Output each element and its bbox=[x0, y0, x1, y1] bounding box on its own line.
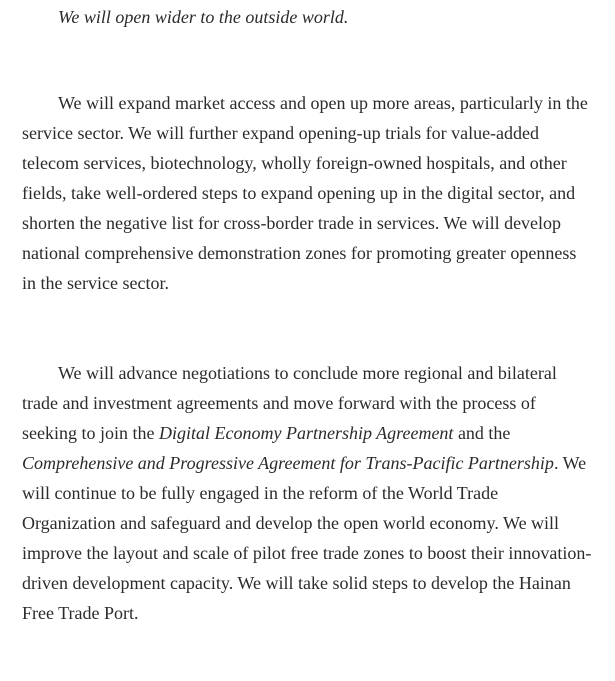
paragraph-text: We will advance negotiations to conclude more regional and bilateral trade and investment agreements and move forward with the process of seeking to join the bbox=[22, 363, 557, 443]
paragraph-trade-agreements bbox=[22, 358, 594, 628]
paragraph-text: . We will continue to be fully engaged in the reform of the World Trade Organization and safeguard and develop the open world economy. We will improve the layout and scale of pilot free trade zones to boost their innovation-driven development capacity. We will take solid steps to develop the Hainan Free Trade Port. bbox=[22, 453, 592, 623]
paragraph-market-access: We will expand market access and open up more areas, particularly in the service sector. We will further expand opening-up trials for value-added telecom services, biotechnology, wholly foreign-owned hospitals, and other fields, take well-ordered steps to expand opening up in the digital sector, and shorten the negative list for cross-border trade in services. We will develop national comprehensive demonstration zones for promoting greater openness in the service sector. bbox=[22, 93, 588, 293]
agreement-title-depa: Digital Economy Partnership Agreement bbox=[158, 423, 454, 443]
section-heading: We will open wider to the outside world. bbox=[58, 7, 349, 27]
paragraph-text: and the bbox=[453, 423, 511, 443]
document-body bbox=[22, 0, 594, 628]
agreement-title-cptpp: Comprehensive and Progressive Agreement for Trans-Pacific Partnership bbox=[22, 453, 554, 473]
